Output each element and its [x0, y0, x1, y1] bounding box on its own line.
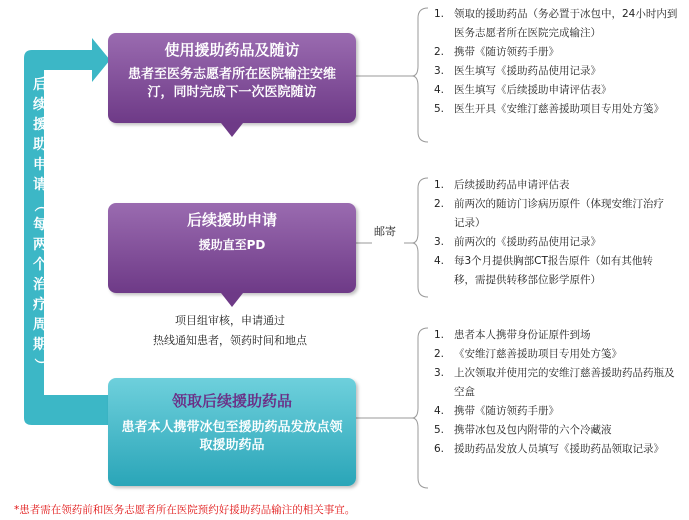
side-title-paren-close: ） [32, 358, 48, 372]
footnote: *患者需在领药前和医务志愿者所在医院预约好援助药品输注的相关事宜。 [14, 504, 356, 516]
side-title-char: 续 [33, 97, 47, 113]
list-item: 6. 援助药品发放人员填写《援助药品领取记录》 [434, 443, 664, 455]
step-title: 后续援助申请 [186, 211, 277, 229]
review-note-line: 热线通知患者，领药时间和地点 [153, 334, 307, 347]
step-box-followup-application [108, 203, 356, 293]
list-brackets [356, 8, 428, 488]
step-title: 使用援助药品及随访 [164, 41, 300, 59]
step-box-collect-medicine [108, 378, 356, 486]
list-item: 3. 前两次的《援助药品使用记录》 [434, 236, 601, 248]
list-item: 4. 携带《随访领药手册》 [434, 405, 559, 417]
side-title-char: 期 [33, 337, 47, 353]
side-title-char: 周 [33, 317, 47, 333]
side-title-char: 助 [33, 137, 47, 153]
side-title-char: 疗 [33, 297, 47, 313]
step-description: 援助直至PD [198, 238, 266, 252]
list-item: 2. 《安维汀慈善援助项目专用处方笺》 [434, 348, 622, 360]
down-arrow-icon [221, 293, 243, 307]
side-title-char: 两 [33, 237, 47, 253]
checklist-use-medicine [430, 5, 684, 119]
side-title-char: 请 [33, 177, 47, 193]
step-description: 患者本人携带冰包至援助药品发放点领取援助药品 [121, 420, 343, 453]
mail-label: 邮寄 [374, 225, 396, 238]
side-title-char: 每 [33, 217, 47, 233]
list-item: 4. 每3个月提供胸部CT报告原件（如有其他转移，需提供转移部位影学原件） [434, 255, 653, 286]
side-title-char: 申 [33, 157, 47, 173]
side-title-paren-open: （ [32, 198, 48, 212]
checklist-followup-application [430, 176, 670, 290]
side-title-char: 援 [33, 117, 47, 133]
list-item: 2. 前两次的随访门诊病历原件（体现安维汀治疗记录） [434, 198, 664, 229]
list-item: 4. 医生填写《后续援助申请评估表》 [434, 84, 612, 96]
list-item: 3. 上次领取并使用完的安维汀慈善援助药品药瓶及空盒 [434, 367, 675, 398]
list-item: 1. 后续援助药品申请评估表 [434, 179, 570, 191]
list-item: 1. 患者本人携带身份证原件到场 [434, 329, 591, 341]
list-item: 3. 医生填写《援助药品使用记录》 [434, 65, 601, 77]
side-title-char: 治 [33, 277, 47, 293]
list-item: 1. 领取的援助药品（务必置于冰包中，24小时内到医务志愿者所在医院完成输注） [434, 8, 678, 39]
step-title: 领取后续援助药品 [171, 392, 292, 410]
list-item: 5. 医生开具《安维汀慈善援助项目专用处方笺》 [434, 103, 664, 115]
review-note-line: 项目组审核，申请通过 [175, 314, 285, 327]
checklist-collect-medicine [430, 326, 678, 459]
side-title-char: 后 [33, 77, 47, 93]
review-note [120, 311, 340, 351]
list-item: 5. 携带冰包及包内附带的六个冷藏液 [434, 424, 612, 436]
down-arrow-icon [221, 123, 243, 137]
side-title [24, 75, 56, 405]
side-title-char: 个 [33, 257, 47, 273]
list-item: 2. 携带《随访领药手册》 [434, 46, 559, 58]
step-description: 患者至医务志愿者所在医院输注安维汀，同时完成下一次医院随访 [127, 67, 336, 100]
step-box-use-medicine [108, 33, 356, 123]
